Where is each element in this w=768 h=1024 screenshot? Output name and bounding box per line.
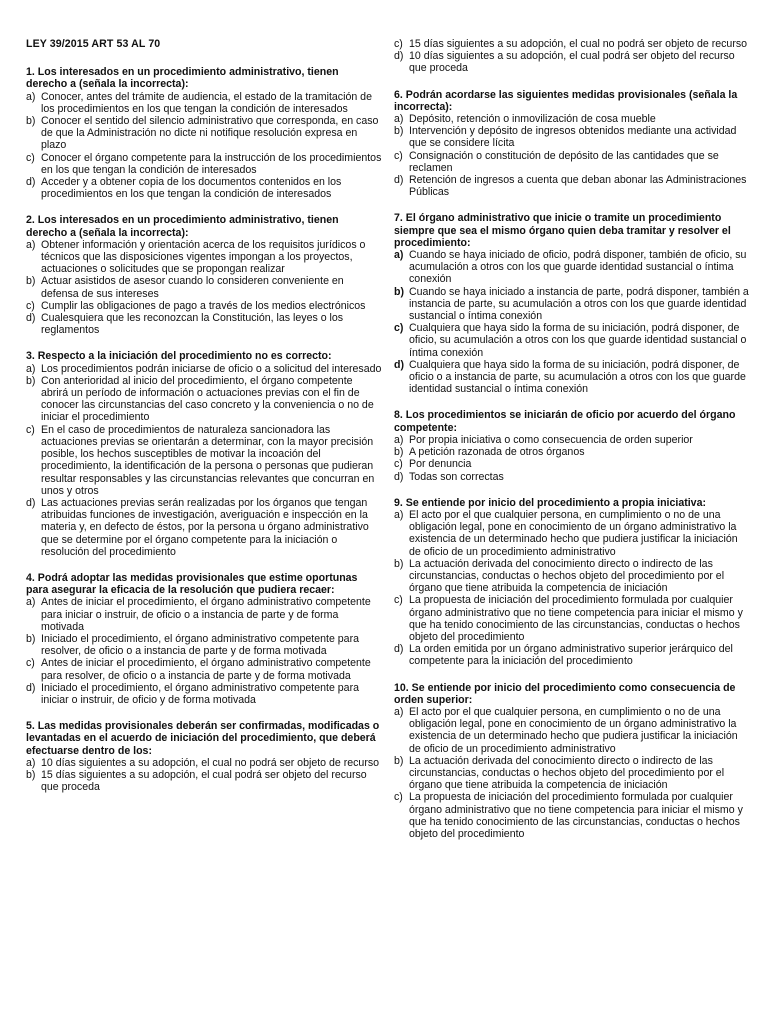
question-9: [394, 497, 750, 668]
option-text: Antes de iniciar el procedimiento, el órgano administrativo competente para resolver, de oficio o a instancia de parte y de forma motivada: [41, 657, 371, 682]
question-stem: 10. Se entiende por inicio del procedimiento como consecuencia de orden superior:: [394, 681, 736, 706]
question-6: [394, 89, 750, 199]
option-letter: a): [394, 113, 404, 126]
option-letter: c): [394, 38, 403, 50]
option-c: [394, 594, 750, 643]
option-text: Cuando se haya iniciado de oficio, podrá disponer, también de oficio, su acumulación a otros con los que guarde identidad sustancial o íntima conexión: [409, 249, 747, 286]
option-letter: c): [394, 791, 403, 804]
options-list: [394, 434, 750, 483]
option-a: [394, 434, 750, 446]
question-2: [26, 214, 382, 336]
option-letter: b): [26, 768, 36, 781]
options-list: [26, 91, 382, 201]
question-stem: 8. Los procedimientos se iniciarán de oficio por acuerdo del órgano competente:: [394, 409, 736, 434]
option-b: [26, 115, 382, 152]
option-letter: d): [394, 358, 404, 371]
options-list: [394, 113, 750, 198]
options-list: [394, 509, 750, 668]
option-c: [394, 458, 750, 470]
option-letter: a): [26, 238, 36, 251]
question-1: [26, 66, 382, 200]
option-letter: c): [394, 594, 403, 607]
question-stem: 6. Podrán acordarse las siguientes medidas provisionales (señala la incorrecta):: [394, 88, 738, 113]
left-column: [26, 38, 382, 1024]
question-10: [394, 682, 750, 841]
option-d: [26, 497, 382, 558]
option-a: [26, 91, 382, 115]
option-d: [394, 50, 750, 74]
option-b: [394, 446, 750, 458]
option-letter: d): [394, 50, 404, 63]
option-text: 15 días siguientes a su adopción, el cual podrá ser objeto del recurso que proceda: [41, 768, 367, 794]
option-text: La orden emitida por un órgano administrativo superior jerárquico del competente para la iniciación del procedimiento: [409, 643, 733, 668]
option-letter: d): [26, 496, 36, 509]
question-5: [26, 720, 382, 793]
option-b: [26, 275, 382, 299]
option-text: 15 días siguientes a su adopción, el cual no podrá ser objeto de recurso: [409, 38, 748, 50]
option-a: [394, 706, 750, 755]
option-letter: b): [394, 557, 404, 570]
question-stem: 9. Se entiende por inicio del procedimiento a propia iniciativa:: [394, 496, 706, 509]
option-text: La actuación derivada del conocimiento directo o indirecto de las circunstancias, conductas o hechos objeto del procedimiento por el órgano que tiene atribuida la competencia de iniciación: [409, 557, 725, 595]
option-b: [394, 125, 750, 149]
option-letter: a): [394, 433, 404, 446]
option-d: [394, 174, 750, 198]
option-b: [394, 755, 750, 792]
option-text: Con anterioridad al inicio del procedimiento, el órgano competente abrirá un período de información o actuaciones previas con el fin de conocer las circunstancias del caso concreto y la conveniencia o no de iniciar el procedimiento: [41, 374, 374, 424]
question-stem: 4. Podrá adoptar las medidas provisionales que estime oportunas para asegurar la eficacia de la resolución que pudiera recaer:: [26, 571, 358, 597]
option-letter: c): [26, 423, 35, 436]
option-letter: c): [394, 322, 404, 335]
option-text: La propuesta de iniciación del procedimiento formulada por cualquier órgano administrativo que no tiene competencia para iniciar el mismo y que ha tenido conocimiento de las circunstancias, conductas o hechos objeto del procedimiento: [409, 594, 743, 643]
option-text: Conocer el órgano competente para la instrucción de los procedimientos en los que tengan la condición de interesados: [41, 151, 382, 176]
option-c: [26, 424, 382, 497]
option-a: [394, 249, 750, 286]
option-b: [394, 558, 750, 595]
option-text: Actuar asistidos de asesor cuando lo consideren conveniente en defensa de sus intereses: [41, 275, 344, 300]
option-text: Cualquiera que haya sido la forma de su iniciación, podrá disponer, de oficio o a instancia de parte, su acumulación a otros con los que guarde identidad sustancial o íntima conexión: [409, 358, 746, 396]
option-d: [394, 643, 750, 667]
right-column: [394, 38, 750, 1024]
question-stem: 2. Los interesados en un procedimiento administrativo, tienen derecho a (señala la incorrecta):: [26, 214, 339, 239]
option-letter: b): [26, 632, 36, 645]
option-a: [26, 363, 382, 375]
option-letter: c): [394, 458, 403, 471]
option-c: [394, 38, 750, 50]
option-a: [394, 509, 750, 558]
option-letter: d): [394, 643, 404, 656]
option-b: [26, 769, 382, 793]
option-letter: b): [394, 754, 404, 767]
option-text: Iniciado el procedimiento, el órgano administrativo competente para resolver, de oficio o a instancia de parte y de forma motivada: [41, 632, 359, 658]
option-letter: a): [26, 362, 36, 375]
option-letter: a): [394, 508, 404, 521]
option-text: A petición razonada de otros órganos: [409, 446, 585, 459]
question-stem: 5. Las medidas provisionales deberán ser confirmadas, modificadas o levantadas en el acuerdo de iniciación del procedimiento, que deberá efectuarse dentro de los:: [26, 720, 380, 757]
option-text: Por denuncia: [409, 458, 472, 471]
question-5-continued: [394, 38, 750, 75]
option-text: Las actuaciones previas serán realizadas por los órganos que tengan atribuidas funciones de investigación, averiguación e inspección en la materia y, en defecto de éstos, por la persona u órgano administrativo que se determine por el órgano competente para la iniciación o resolución del procedimiento: [41, 496, 369, 558]
option-text: Consignación o constitución de depósito de las cantidades que se reclamen: [409, 149, 719, 174]
document-title: LEY 39/2015 ART 53 AL 70: [26, 38, 161, 50]
option-c: [26, 300, 382, 312]
question-3: [26, 350, 382, 557]
option-letter: b): [26, 275, 36, 288]
option-c: [394, 322, 750, 359]
option-letter: a): [26, 90, 36, 103]
question-stem: 1. Los interesados en un procedimiento administrativo, tienen derecho a (señala la incorrecta):: [26, 66, 339, 91]
option-d: [394, 471, 750, 483]
option-letter: a): [26, 596, 36, 609]
option-text: 10 días siguientes a su adopción, el cual podrá ser objeto del recurso que proceda: [409, 50, 735, 75]
option-text: Antes de iniciar el procedimiento, el órgano administrativo competente para iniciar o instruir, de oficio o a instancia de parte y de forma motivada: [41, 596, 371, 633]
option-text: La actuación derivada del conocimiento directo o indirecto de las circunstancias, conductas o hechos objeto del procedimiento por el órgano que tiene atribuida la competencia de iniciación: [409, 754, 725, 792]
option-letter: a): [394, 705, 404, 718]
option-letter: b): [394, 446, 404, 459]
option-text: 10 días siguientes a su adopción, el cual no podrá ser objeto de recurso: [41, 756, 380, 769]
option-text: Cualesquiera que les reconozcan la Constitución, las leyes o los reglamentos: [41, 312, 344, 337]
option-letter: d): [26, 312, 36, 325]
option-a: [26, 596, 382, 633]
option-letter: d): [394, 174, 404, 187]
option-text: Iniciado el procedimiento, el órgano administrativo competente para iniciar o instruir, de oficio y de forma motivada: [41, 681, 359, 706]
options-list: [394, 38, 750, 75]
option-text: El acto por el que cualquier persona, en cumplimiento o no de una obligación legal, pone en conocimiento de un órgano administrativo la existencia de un determinado hecho que pudiera justificar la iniciación de oficio de un procedimiento administrativo: [409, 705, 738, 755]
option-text: En el caso de procedimientos de naturaleza sancionadora las actuaciones previas se orientarán a determinar, con la mayor precisión posible, los hechos susceptibles de motivar la incoación del procedimiento, la identificación de la persona o personas que pudieran resultar responsables y las circunstancias relevantes que concurran en unos y otros: [41, 423, 375, 497]
option-letter: a): [26, 756, 36, 769]
option-c: [394, 150, 750, 174]
option-text: Cuando se haya iniciado a instancia de parte, podrá disponer, también a instancia de parte, su acumulación a otros con los que guarde identidad sustancial o íntima conexión: [409, 285, 749, 323]
option-letter: b): [394, 125, 404, 138]
option-text: Por propia iniciativa o como consecuencia de orden superior: [409, 433, 693, 446]
question-7: [394, 212, 750, 395]
option-text: Cualquiera que haya sido la forma de su iniciación, podrá disponer, de oficio, su acumulación a otros con los que guarde identidad sustancial o íntima conexión: [409, 322, 747, 359]
option-d: [26, 312, 382, 336]
option-text: Obtener información y orientación acerca de los requisitos jurídicos o técnicos que las disposiciones vigentes impongan a los proyectos, actuaciones o solicitudes que se propongan realizar: [41, 238, 366, 276]
option-letter: d): [394, 470, 404, 483]
question-8: [394, 409, 750, 482]
option-a: [394, 113, 750, 125]
question-4: [26, 572, 382, 706]
option-letter: d): [26, 681, 36, 694]
option-text: Retención de ingresos a cuenta que deban abonar las Administraciones Públicas: [409, 174, 747, 199]
option-d: [394, 359, 750, 396]
options-list: [394, 249, 750, 395]
option-a: [26, 757, 382, 769]
option-letter: b): [394, 285, 404, 298]
option-b: [394, 286, 750, 323]
options-list: [26, 596, 382, 706]
option-text: Intervención y depósito de ingresos obtenidos mediante una actividad que se considere lícita: [409, 125, 737, 150]
option-letter: d): [26, 176, 36, 189]
options-list: [394, 706, 750, 840]
option-letter: a): [394, 249, 404, 262]
option-c: [394, 791, 750, 840]
option-text: Acceder y a obtener copia de los documentos contenidos en los procedimientos en los que tengan la condición de interesados: [41, 176, 342, 201]
option-d: [26, 682, 382, 706]
option-text: La propuesta de iniciación del procedimiento formulada por cualquier órgano administrativo que no tiene competencia para iniciar el mismo y que ha tenido conocimiento de las circunstancias, conductas o hechos objeto del procedimiento: [409, 791, 743, 840]
option-b: [26, 633, 382, 657]
option-text: El acto por el que cualquier persona, en cumplimiento o no de una obligación legal, pone en conocimiento de un órgano administrativo la existencia de un determinado hecho que pudiera justificar la iniciación de oficio de un procedimiento administrativo: [409, 508, 738, 558]
option-text: Conocer el sentido del silencio administrativo que corresponda, en caso de que la Administración no dicte ni notifique resolución expresa en plazo: [41, 115, 379, 152]
options-list: [26, 239, 382, 337]
option-letter: c): [394, 149, 403, 162]
options-list: [26, 757, 382, 794]
option-letter: b): [26, 374, 36, 387]
option-letter: c): [26, 151, 35, 164]
option-c: [26, 657, 382, 681]
option-c: [26, 152, 382, 176]
question-stem: 7. El órgano administrativo que inicie o tramite un procedimiento siempre que sea el mismo órgano quien deba tramitar y resolver el procedimiento:: [394, 212, 731, 249]
option-d: [26, 176, 382, 200]
option-text: Cumplir las obligaciones de pago a través de los medios electrónicos: [41, 299, 366, 312]
option-text: Los procedimientos podrán iniciarse de oficio o a solicitud del interesado: [41, 362, 382, 375]
option-b: [26, 375, 382, 424]
option-letter: c): [26, 657, 35, 670]
question-stem: 3. Respecto a la iniciación del procedimiento no es correcto:: [26, 350, 332, 363]
option-a: [26, 239, 382, 276]
option-letter: c): [26, 299, 35, 312]
options-list: [26, 363, 382, 558]
option-letter: b): [26, 115, 36, 128]
option-text: Conocer, antes del trámite de audiencia, el estado de la tramitación de los procedimientos en los que tengan la condición de interesados: [41, 90, 372, 115]
option-text: Depósito, retención o inmovilización de cosa mueble: [409, 113, 656, 126]
option-text: Todas son correctas: [409, 470, 504, 483]
